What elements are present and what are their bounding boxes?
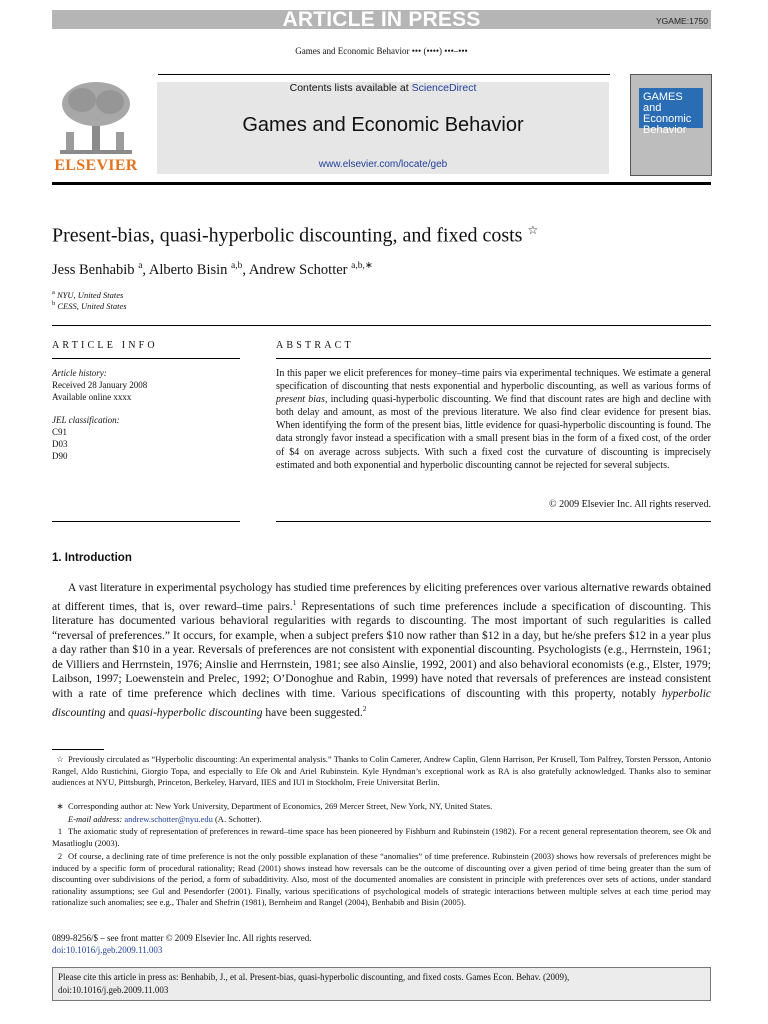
- footnote-email: [52, 814, 711, 826]
- publisher-logo-text: ELSEVIER: [54, 157, 138, 174]
- journal-header: [157, 82, 609, 174]
- jel-code: D90: [52, 451, 68, 461]
- footnote-text: Previously circulated as “Hyperbolic discounting: An experimental analysis.” Thanks to Colin Camerer, Andrew Caplin, Glenn Harrison, Per Krusell, Tom Palfrey, Torsten Persson, Antonio Rangel, Aldo Rustichini, Giorgio Topa, and especially to Efe Ok and Ariel Rubinstein. Kyle Hyndman’s exceptional work as RA is also gratefully acknowledged. Thanks also to seminar audiences at NYU, Pittsburgh, Princeton, Berkeley, Harvard, IIES and IUI in Stockholm, Freie Universitat Berlin.: [52, 754, 711, 788]
- footnote-star: [52, 754, 711, 789]
- footnote-mark: ☆: [56, 754, 64, 764]
- footnote-ref[interactable]: 1: [292, 597, 297, 607]
- footnote-mark: ∗: [56, 801, 64, 811]
- email-link[interactable]: andrew.schotter@nyu.edu: [124, 814, 213, 824]
- affiliation-text: CESS, United States: [57, 300, 127, 311]
- abstract-part: , including quasi-hyperbolic discounting. We find that discount rates are high and decline with both delay and amount, as most of the previous literature. We also find clear evidence for present bias. When identifying the form of the present bias, little evidence for quasi-hyperbolic discounting is found. The data strongly favor instead a specification with a small present bias in the form of a fixed cost, of the order of $4 on average across subjects. With such a fixed cost the curvature of discounting is imprecisely estimated and both exponential and hyperbolic discounting cannot be rejected for several subjects.: [276, 394, 711, 471]
- section-rule: [52, 325, 711, 326]
- doi-link[interactable]: doi:10.1016/j.geb.2009.11.003: [52, 945, 163, 955]
- abstract-part: In this paper we elicit preferences for money–time pairs via experimental techniques. We estimate a general specification of discounting that nests exponential and hyperbolic discounting, as well as various forms of: [276, 368, 711, 393]
- history-label: Article history:: [52, 368, 107, 378]
- title-text: Present-bias, quasi-hyperbolic discounting, and fixed costs: [52, 224, 523, 247]
- affiliation-mark: b: [52, 300, 56, 307]
- jel-code: D03: [52, 439, 68, 449]
- tree-icon: [52, 80, 140, 156]
- affiliation-mark: a: [52, 289, 55, 296]
- citation-text: [58, 971, 706, 996]
- abstract-emphasis: present bias: [276, 394, 325, 406]
- intro-emphasis: quasi-hyperbolic discounting: [128, 706, 263, 719]
- footnote-rule: [52, 749, 104, 750]
- manuscript-code: YGAME:1750: [656, 16, 708, 26]
- abstract-rule: [276, 521, 711, 522]
- jel-label: JEL classification:: [52, 415, 120, 425]
- running-head: Games and Economic Behavior ••• (••••) •••–•••: [295, 46, 468, 56]
- author-name[interactable]: Andrew Schotter: [248, 261, 348, 278]
- intro-text: have been suggested.: [262, 706, 363, 719]
- citation-box: [52, 967, 711, 1001]
- affiliation: [52, 289, 123, 300]
- received-date: Received 28 January 2008: [52, 380, 148, 390]
- article-history: [52, 367, 147, 403]
- email-label: E-mail address:: [68, 814, 123, 824]
- contents-prefix: Contents lists available at: [289, 82, 409, 94]
- article-info-heading: ARTICLE INFO: [52, 340, 158, 351]
- article-in-press-banner: [52, 10, 711, 29]
- info-rule: [52, 358, 240, 359]
- citation-doi[interactable]: doi:10.1016/j.geb.2009.11.003: [58, 984, 169, 995]
- citation-line: Please cite this article in press as: Benhabib, J., et al. Present-bias, quasi-hyperbolic discounting, and fixed costs. Games Econ. Behav. (2009),: [58, 972, 570, 982]
- intro-emphasis: hyperbolic discounting: [52, 687, 711, 719]
- intro-text: and: [105, 706, 129, 719]
- footnote-text: Of course, a declining rate of time preference is not the only possible explanation of these “anomalies” of time preference. Rubinstein (2003) shows how reversals of preferences might be induced by a specific form of procedural rationality; Read (2001) shows instead how reversals can be the outcome of discounting over a given period of time being greater than the sum of discounting over subdivisions of the period, a form of subadditivity. Also, most of the documented anomalies are consistent in principle with preferences over sets of actions, under standard rationality assumptions; see Gul and Pesendorfer (2001). Finally, various specifications of psychological models of strategic interactions between multiple selves at each time period may rationalize such anomalies; see e.g., Thaler and Shefrin (1981), Bernheim and Rangel (2004), Benhabib and Bisin (2005).: [52, 851, 711, 908]
- jel-code: C91: [52, 427, 68, 437]
- issn-line: 0899-8256/$ – see front matter © 2009 Elsevier Inc. All rights reserved.: [52, 933, 312, 943]
- footnote-mark: 2: [57, 851, 63, 861]
- author-list: Jess Benhabib $^a$, Alberto Bisin $^{a,b}$, Andrew Schotter $^{a,b,∗}$: [52, 261, 373, 278]
- author-name[interactable]: Jess Benhabib: [52, 261, 135, 278]
- abstract-heading: ABSTRACT: [276, 340, 354, 351]
- title-footnote-mark[interactable]: ☆: [527, 223, 539, 237]
- header-rule: [158, 74, 610, 75]
- journal-name: Games and Economic Behavior: [242, 114, 524, 136]
- footnote-2: [52, 851, 711, 909]
- affiliation-text: NYU, United States: [57, 289, 124, 300]
- abstract-rule: [276, 358, 711, 359]
- article-title: [52, 223, 538, 248]
- online-date: Available online xxxx: [52, 392, 132, 402]
- footnote-text: Corresponding author at: New York University, Department of Economics, 269 Mercer Street, New York, NY, United States.: [68, 801, 493, 811]
- author-affiliation-mark: a: [138, 261, 143, 271]
- footnote-ref[interactable]: 2: [362, 703, 367, 713]
- header-thick-rule: [52, 182, 711, 185]
- affiliation: [52, 300, 127, 311]
- journal-cover: [630, 74, 712, 176]
- author-affiliation-mark: a,b: [231, 261, 243, 271]
- jel-classification: [52, 414, 120, 462]
- journal-url-link[interactable]: www.elsevier.com/locate/geb: [318, 159, 448, 170]
- section-heading: 1. Introduction: [52, 552, 132, 564]
- abstract-copyright: © 2009 Elsevier Inc. All rights reserved.: [548, 499, 711, 510]
- author-name[interactable]: Alberto Bisin: [148, 261, 228, 278]
- abstract-text: [276, 367, 711, 472]
- footnote-text: The axiomatic study of representation of preferences in reward–time space has been pioneered by Fishburn and Rubinstein (1982). For a recent general representation theorem, see Ok and Masatlioglu (2003).: [52, 826, 711, 848]
- intro-paragraph: [52, 581, 711, 720]
- footnote-1: [52, 826, 711, 849]
- author-affiliation-mark: a,b,∗: [351, 261, 373, 271]
- banner-title: ARTICLE IN PRESS: [282, 8, 481, 31]
- footnote-corresponding: [52, 801, 711, 813]
- intro-text: A vast literature in experimental psychology has studied time preferences by eliciting preferences over various alternative rewards obtained at different times, that is, over reward–time pairs.: [52, 582, 711, 613]
- info-rule: [52, 521, 240, 522]
- email-suffix: (A. Schotter).: [212, 814, 262, 824]
- footnote-mark: 1: [57, 826, 63, 836]
- sciencedirect-link[interactable]: ScienceDirect: [411, 82, 477, 94]
- cover-title: GAMES and Economic Behavior: [639, 88, 703, 128]
- intro-text: Representations of such time preferences include a specification of discounting. This literature has documented various behavioral regularities with regards to discounting. The most important of such regularities is called “reversal of preferences.” It occurs, for example, when a subject prefers $10 now rather than $12 in a day, but he/she prefers $12 in a year plus a day rather than $10 in a year. Reversals of preferences are not consistent with exponential discounting. Psychologists (e.g., Herrnstein, 1961; de Villiers and Herrnstein, 1976; Ainslie and Herrnstein, 1981; see also Ainslie, 1992, 2001) and also behavioral economists (e.g., Elster, 1979; Laibson, 1997; Loewenstein and Prelec, 1992; O’Donoghue and Rabin, 1999) have noted that reversals of preferences are instead consistent with a rate of time preference which declines with time. Various specifications of discounting with this property, notably: [52, 600, 711, 700]
- contents-availability: [157, 82, 609, 94]
